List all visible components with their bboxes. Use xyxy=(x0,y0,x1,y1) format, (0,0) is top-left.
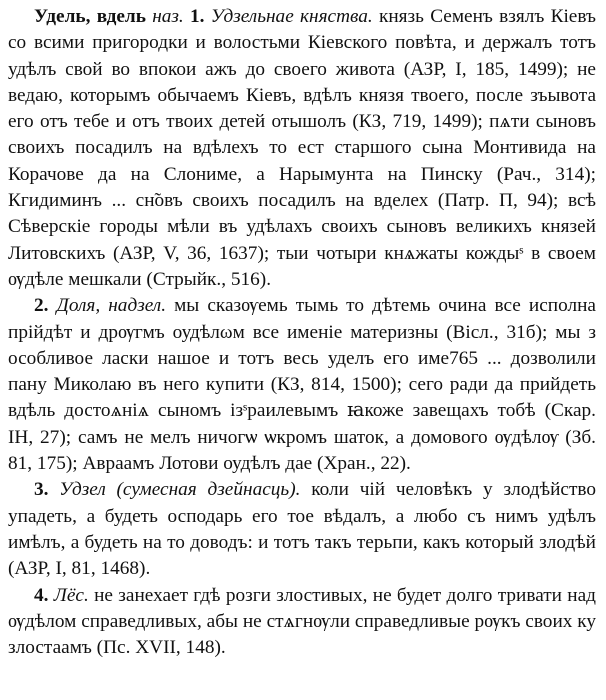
sense-number: 1. xyxy=(190,6,205,27)
sense-gloss: Лёс. xyxy=(53,584,89,606)
sense-text: коли чій человѣкъ у злодѣйство упадеть, а будеть осподарь его тое вѣдалъ, а любо съ нимъ удѣлъ имѣлъ, а будеть на то доводъ: и тотъ такъ терьпи, какъ который злодѣй (АЗР, I, 81, 1468). xyxy=(8,479,596,580)
sense-gloss: Удзел (сумесная дзейнасць). xyxy=(59,479,301,501)
sense-3 xyxy=(8,477,596,582)
sense-4 xyxy=(8,583,596,662)
grammar-label: наз. xyxy=(152,6,184,27)
sense-1 xyxy=(8,4,596,293)
headword: Удель, вдель xyxy=(34,6,146,27)
sense-gloss: Доля, надзел. xyxy=(56,295,167,317)
sense-text: не занехает гдѣ розги злостивых, не будет долго тривати над ѹдѣлом справедливых, абы не стѧгнѹли справедливые рѹкъ своих ку злостаамъ (Пс. XVII, 148). xyxy=(8,584,596,659)
sense-number: 4. xyxy=(34,584,49,606)
sense-text: князь Семенъ взялъ Кіевъ со всими пригородки и волостьми Кіевского повѣта, и держалъ тотъ удѣлъ свой во впокои ажъ до своего живота (АЗР, I, 185, 1499); не ведаю, которымъ обычаемъ Кіевъ, вдѣлъ князя твоего, после зъывота его отъ тебе и отъ твоих детей отышолъ (КЗ, 719, 1499); пѧти сыновъ своихъ посадилъ на вдѣлехъ то ест старшого сына Монтивида на Корачове да на Слониме, а Нарымунта на Пинску (Рач., 314); Кгидиминъ ... сн̃овъ своихъ посадилъ на вделех (Патр. П, 94); всѣ Сѣверскіе городы мѣли въ удѣлахъ своихъ сыновъ великихъ князей Литовскихъ (АЗР, V, 36, 1637); тыи чотыри кнѧжаты кождыˢ в своем ѹдѣле мешкали (Стрыйк., 516). xyxy=(8,6,596,290)
sense-number: 3. xyxy=(34,479,49,501)
sense-text: мы сказѹемь тымь то дѣтемь очина все исполна прійдѣт и дрѹгмъ оудѣлωм все именіе материзны (Вісл., 31б); мы з особливое ласки нашое и тотъ весь уделъ его име765 ... дозволили пану Миколаю въ него купити (КЗ, 814, 1500); сего ради да прийдеть вдѣль достоѧніѧ сыномъ ізˢраилевымъ ꙗкоже завещахъ тобѣ (Скар. ІН, 27); самъ не мелъ ничогѡ ѡкромъ шаток, а домового ѹдѣлѹ (Зб. 81, 175); Авраамъ Лотови оудѣлъ дае (Хран., 22). xyxy=(8,295,596,475)
sense-gloss: Удзельнае княства. xyxy=(210,6,373,27)
sense-number: 2. xyxy=(34,295,49,317)
dictionary-entry xyxy=(8,4,596,661)
sense-2 xyxy=(8,293,596,477)
